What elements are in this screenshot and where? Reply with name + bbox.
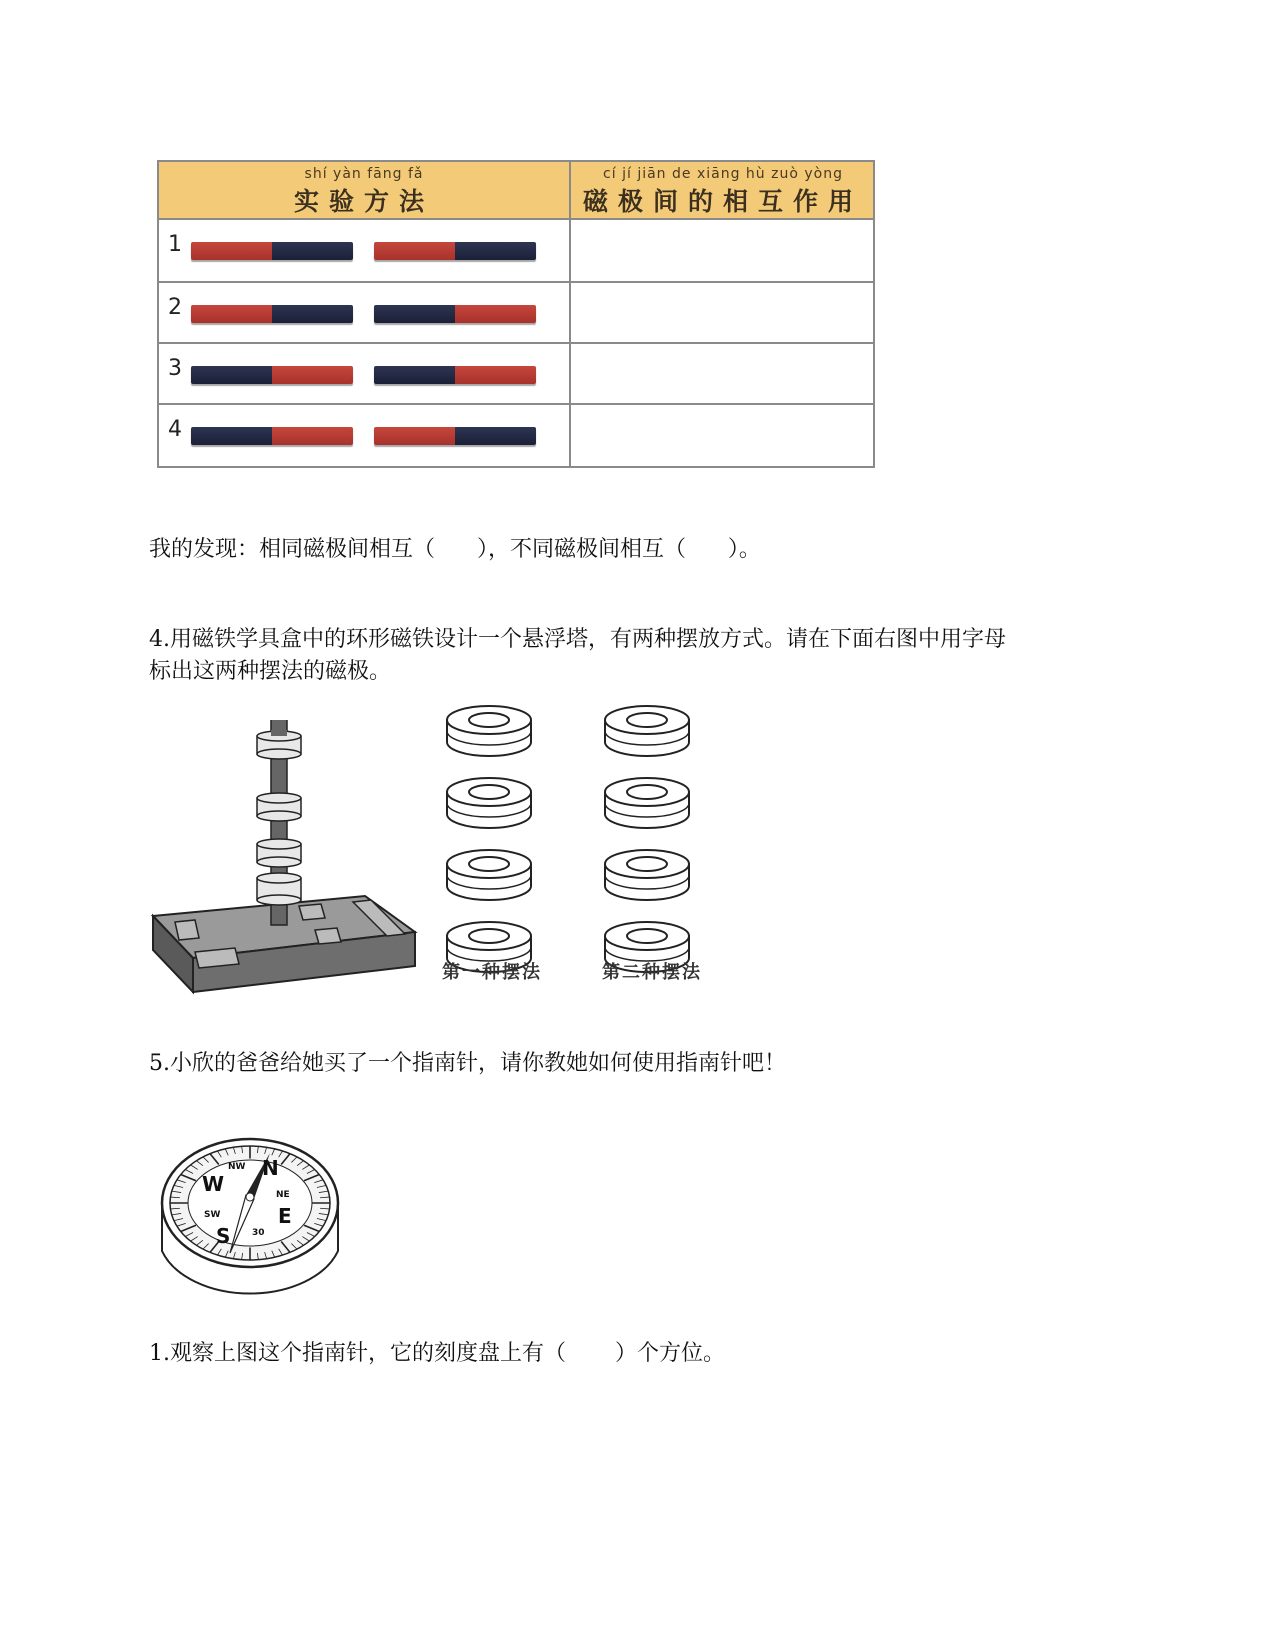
header-interaction bbox=[571, 162, 875, 218]
bar-magnet-left bbox=[191, 427, 353, 445]
first-arrangement-rings bbox=[447, 706, 531, 972]
caption-second-arrangement: 第二种摆法 bbox=[602, 962, 702, 983]
table-row bbox=[159, 403, 873, 464]
row-number: 1 bbox=[168, 232, 182, 257]
compass-south: S bbox=[216, 1224, 231, 1248]
second-arrangement-rings bbox=[605, 706, 689, 972]
compass-east: E bbox=[278, 1204, 292, 1228]
bar-magnet-right bbox=[374, 242, 536, 260]
question-5-text: 5.小欣的爸爸给她买了一个指南针，请你教她如何使用指南针吧！ bbox=[149, 1051, 786, 1076]
compass-illustration bbox=[158, 1133, 358, 1318]
compass-west: W bbox=[202, 1172, 225, 1196]
row-number: 3 bbox=[168, 356, 182, 381]
compass-southwest: SW bbox=[204, 1210, 221, 1220]
caption-first-arrangement: 第一种摆法 bbox=[442, 962, 542, 983]
header-method-label: 实验方法 bbox=[293, 187, 434, 216]
header-method bbox=[159, 162, 569, 218]
bar-magnet-left bbox=[191, 366, 353, 384]
table-header bbox=[159, 162, 873, 220]
bar-magnet-left bbox=[191, 242, 353, 260]
finding-text: 我的发现：相同磁极间相互（ ），不同磁极间相互（ ）。 bbox=[149, 537, 761, 562]
header-interaction-pinyin: cí jí jiān de xiāng hù zuò yòng bbox=[603, 166, 843, 182]
magnet-experiment-table bbox=[157, 160, 875, 468]
question-4-line-2: 标出这两种摆法的磁极。 bbox=[149, 659, 392, 684]
bar-magnet-right bbox=[374, 305, 536, 323]
bar-magnet-right bbox=[374, 427, 536, 445]
header-method-pinyin: shí yàn fāng fǎ bbox=[304, 166, 424, 182]
compass-northwest: NW bbox=[228, 1162, 246, 1172]
question-4-line-1: 4.用磁铁学具盒中的环形磁铁设计一个悬浮塔，有两种摆放方式。请在下面右图中用字母 bbox=[149, 627, 1006, 652]
table-row bbox=[159, 342, 873, 403]
row-number: 4 bbox=[168, 417, 182, 442]
row-number: 2 bbox=[168, 295, 182, 320]
table-row bbox=[159, 220, 873, 281]
compass-north: N bbox=[262, 1156, 279, 1180]
bar-magnet-left bbox=[191, 305, 353, 323]
table-row bbox=[159, 281, 873, 342]
question-1-text: 1.观察上图这个指南针，它的刻度盘上有（ ）个方位。 bbox=[149, 1341, 725, 1366]
header-interaction-label: 磁极间的相互作用 bbox=[582, 187, 863, 216]
bar-magnet-right bbox=[374, 366, 536, 384]
floating-tower-illustration bbox=[149, 720, 439, 1020]
compass-northeast: NE bbox=[276, 1190, 290, 1200]
compass-degree: 30 bbox=[252, 1228, 265, 1238]
